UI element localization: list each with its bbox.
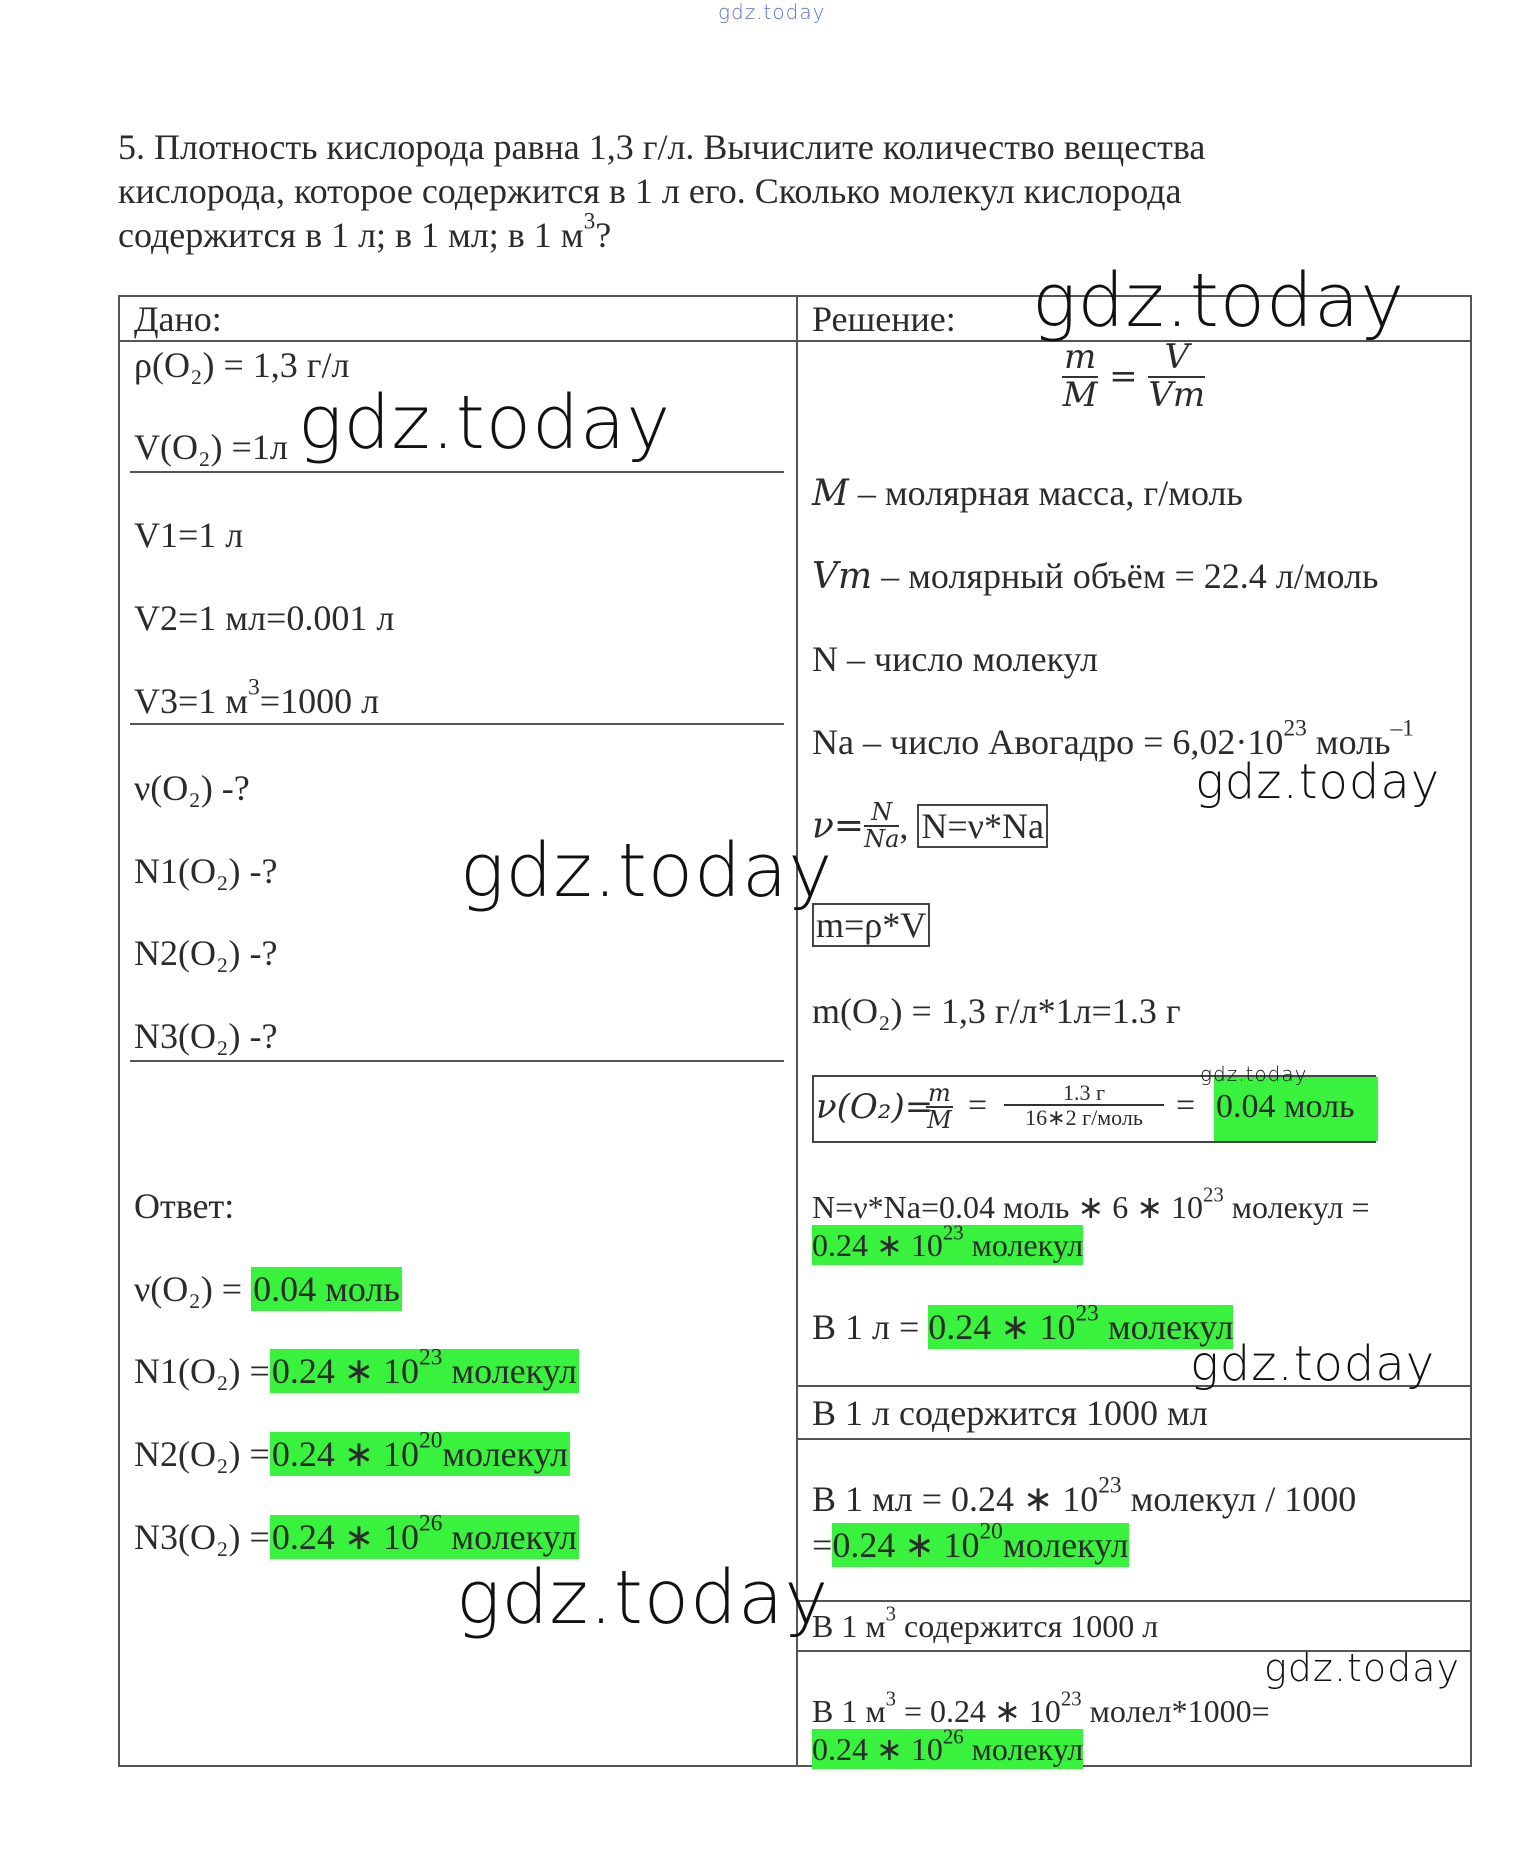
given-v3: V3=1 $м^3=1000$ л <box>134 674 380 721</box>
given-header: Дано: <box>134 299 222 339</box>
mass-calculation: m(O₂) = 1,3 г/л*1л=1.3 г <box>812 991 1181 1031</box>
watermark-4: gdz.today <box>460 828 834 914</box>
def-molar-mass: M – молярная масса, г/моль <box>812 473 1243 514</box>
watermark-1: gdz.today <box>1032 258 1406 344</box>
given-divider-2 <box>130 723 784 725</box>
nu-formula-row: ν= $\frac{N}{Na}$ , N=ν*Na <box>812 800 1048 852</box>
problem-line-2: кислорода, которое содержится в 1 л его. Сколько молекул кислорода <box>118 171 1182 211</box>
def-molar-volume: Vm – молярный объём = 22.4 л/моль <box>812 556 1379 597</box>
ml-calculation: В 1 мл = 0.24 ∗ $10^{23}$ молекул / 1000 <box>812 1472 1357 1519</box>
watermark-3: gdz.today <box>1195 754 1441 810</box>
m3-calculation: В 1 $м^3 = 0.24$ ∗ $10^{23}$ молел*1000= <box>812 1687 1270 1729</box>
answer-n1: N1(O₂) =0.24 ∗ $10^{23}$ молекул <box>134 1344 578 1391</box>
molecules-in-1l: В 1 л = 0.24 ∗ $10^{23}$ молекул <box>812 1300 1234 1347</box>
problem-line-1: 5. Плотность кислорода равна 1,3 г/л. Вычислите количество вещества <box>118 127 1206 167</box>
watermark-7: gdz.today <box>456 1555 830 1641</box>
mass-formula: m=ρ*V <box>812 904 930 946</box>
find-n1: N1(O₂) -? <box>134 851 278 891</box>
solution-divider-3 <box>796 1600 1472 1602</box>
watermark-5: gdz.today <box>1200 1062 1308 1086</box>
row-m3-liters: В 1 $м^3$ содержится 1000 л <box>812 1602 1159 1644</box>
answer-nu: ν(O₂) = 0.04 моль <box>134 1269 400 1309</box>
given-v2: V2=1 мл=0.001 л <box>134 598 395 638</box>
n-calculation: N=ν*Na=0.04 моль ∗ 6 ∗ $10^{23}$ молекул = <box>812 1183 1370 1225</box>
main-formula: $\frac{m}{M}$ = $\frac{V}{Vm}$ <box>1062 337 1206 415</box>
watermark-6: gdz.today <box>1190 1336 1436 1392</box>
watermark-8: gdz.today <box>1264 1646 1460 1690</box>
header-watermark: gdz.today <box>718 0 826 24</box>
solution-divider-2 <box>796 1438 1472 1440</box>
answer-n2: N2(O₂) =0.24 ∗ $10^{20}молекул$ <box>134 1427 569 1474</box>
given-volume: V(O₂) =1л <box>134 427 288 467</box>
ml-result: =0.24 ∗ $10^{20}молекул$ <box>812 1518 1129 1565</box>
def-number-of-molecules: N – число молекул <box>812 639 1098 679</box>
nu-calculation: ν(O₂)= $\frac{m}{M}$ = 1.3 г 16∗2 г/моль = 0.04 моль <box>812 1075 1376 1143</box>
nu-result: 0.04 моль <box>1214 1077 1378 1141</box>
given-divider-1 <box>130 471 784 473</box>
find-nu: ν(O₂) -? <box>134 768 250 808</box>
def-avogadro: Na – число Авогадро = $6,02\cdot 10^{23}$ моль$^{-1}$ <box>812 715 1414 762</box>
given-v1: V1=1 л <box>134 515 244 555</box>
find-n3: N3(O₂) -? <box>134 1016 278 1056</box>
problem-line-3: содержится в 1 л; в 1 мл; в 1 $м^3$? <box>118 208 612 255</box>
table-column-divider <box>796 295 798 1767</box>
answer-header: Ответ: <box>134 1186 235 1226</box>
solution-header: Решение: <box>812 299 956 339</box>
row-1l-ml: В 1 л содержится 1000 мл <box>812 1393 1208 1433</box>
watermark-2: gdz.today <box>298 380 672 466</box>
m3-result: 0.24 ∗ $10^{26}$ молекул <box>812 1725 1084 1767</box>
answer-n3: N3(O₂) =0.24 ∗ $10^{26}$ молекул <box>134 1510 578 1557</box>
given-density: ρ(O₂) = 1,3 г/л <box>134 345 350 385</box>
n-calculation-result: 0.24 ∗ $10^{23}$ молекул <box>812 1221 1084 1263</box>
find-n2: N2(O₂) -? <box>134 933 278 973</box>
given-divider-3 <box>130 1060 784 1062</box>
